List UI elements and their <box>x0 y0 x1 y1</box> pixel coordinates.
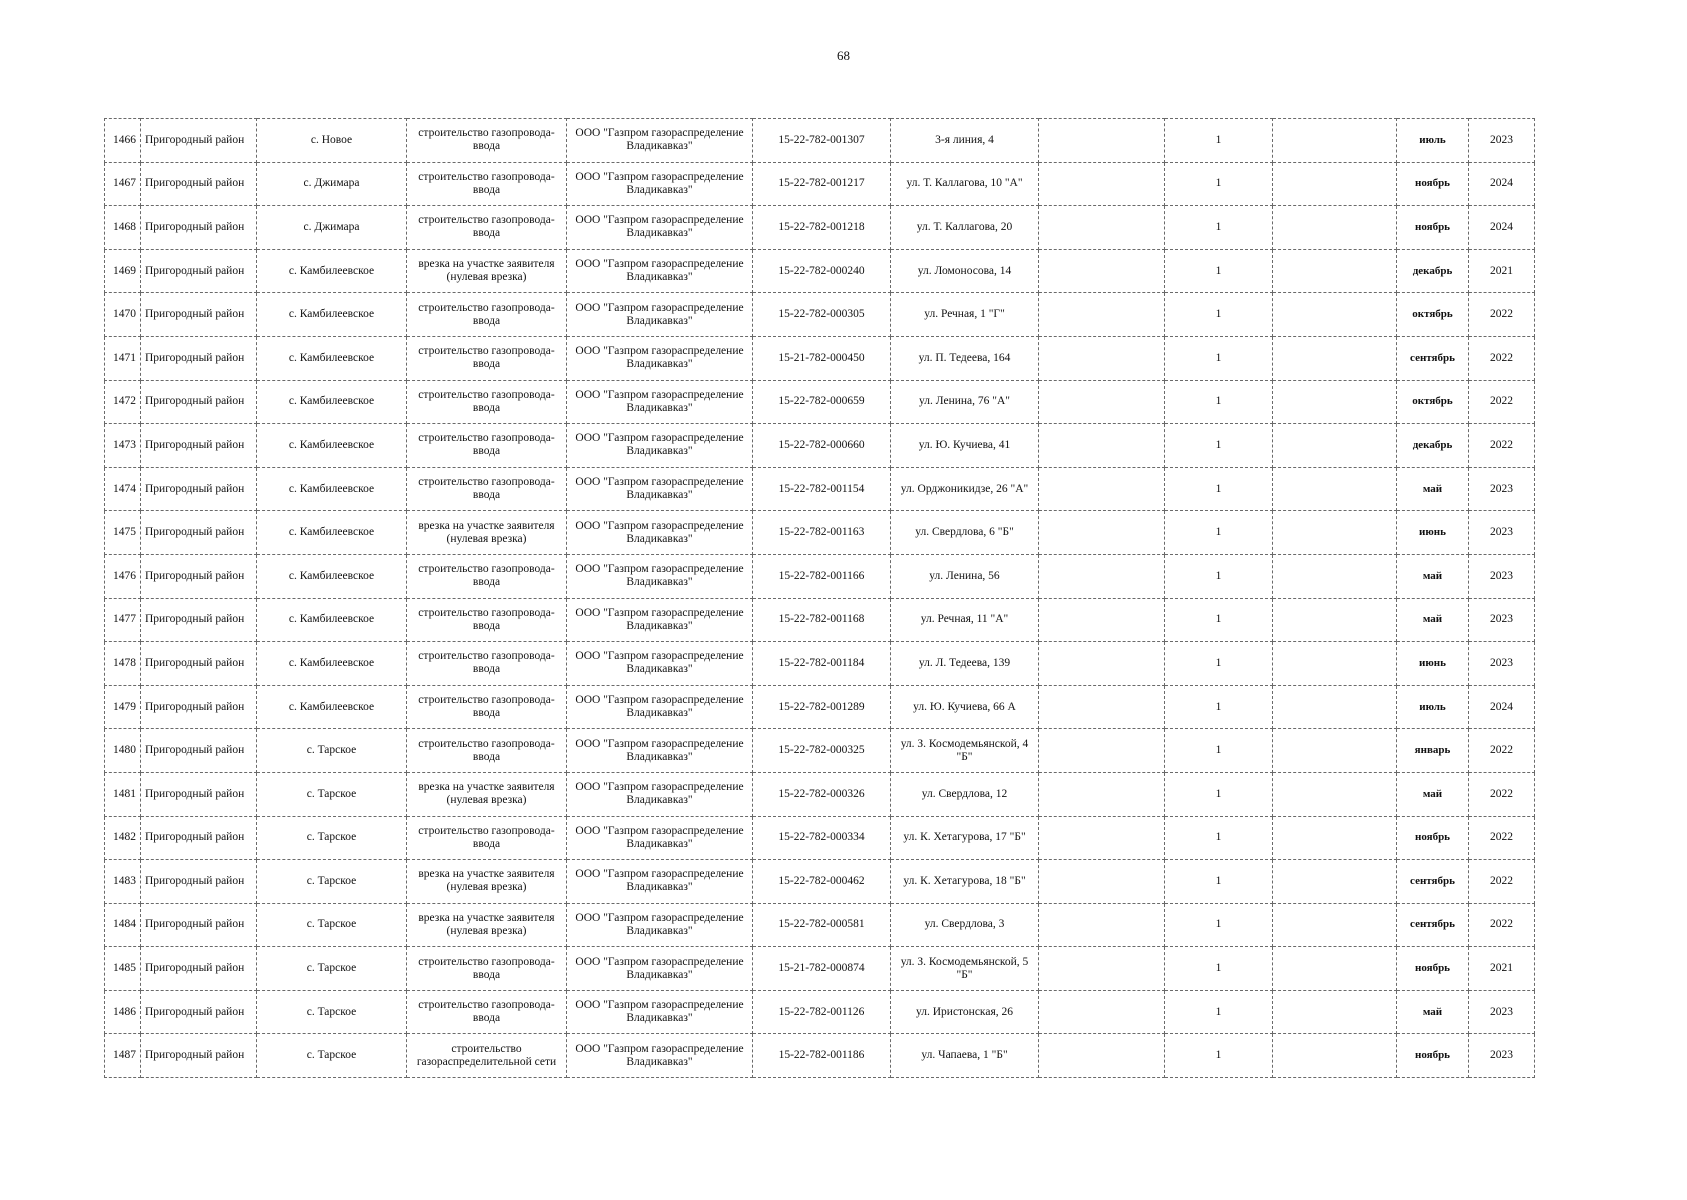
month-cell: июль <box>1397 119 1469 163</box>
application-code-cell: 15-22-782-001218 <box>753 206 891 250</box>
quantity-cell: 1 <box>1165 554 1273 598</box>
month-cell: октябрь <box>1397 380 1469 424</box>
year-cell: 2021 <box>1469 249 1535 293</box>
row-number-cell: 1487 <box>105 1034 141 1078</box>
empty-cell <box>1039 511 1165 555</box>
month-cell: декабрь <box>1397 249 1469 293</box>
organization-cell: ООО "Газпром газораспределение Владикавказ" <box>567 1034 753 1078</box>
year-cell: 2023 <box>1469 554 1535 598</box>
empty-cell <box>1273 380 1397 424</box>
district-cell: Пригородный район <box>141 947 257 991</box>
quantity-cell: 1 <box>1165 947 1273 991</box>
address-cell: ул. З. Космодемьянской, 4 "Б" <box>891 729 1039 773</box>
work-type-cell: врезка на участке заявителя (нулевая врезка) <box>407 511 567 555</box>
district-cell: Пригородный район <box>141 293 257 337</box>
settlement-cell: с. Тарское <box>257 772 407 816</box>
settlement-cell: с. Камбилеевское <box>257 424 407 468</box>
address-cell: ул. Ю. Кучиева, 41 <box>891 424 1039 468</box>
empty-cell <box>1273 162 1397 206</box>
district-cell: Пригородный район <box>141 1034 257 1078</box>
month-cell: октябрь <box>1397 293 1469 337</box>
quantity-cell: 1 <box>1165 685 1273 729</box>
quantity-cell: 1 <box>1165 772 1273 816</box>
month-cell: январь <box>1397 729 1469 773</box>
month-cell: май <box>1397 598 1469 642</box>
organization-cell: ООО "Газпром газораспределение Владикавказ" <box>567 990 753 1034</box>
empty-cell <box>1039 816 1165 860</box>
settlement-cell: с. Джимара <box>257 162 407 206</box>
empty-cell <box>1273 119 1397 163</box>
settlement-cell: с. Камбилеевское <box>257 380 407 424</box>
year-cell: 2022 <box>1469 336 1535 380</box>
quantity-cell: 1 <box>1165 119 1273 163</box>
empty-cell <box>1039 990 1165 1034</box>
quantity-cell: 1 <box>1165 162 1273 206</box>
district-cell: Пригородный район <box>141 990 257 1034</box>
address-cell: ул. Ю. Кучиева, 66 А <box>891 685 1039 729</box>
work-type-cell: строительство газопровода-ввода <box>407 729 567 773</box>
empty-cell <box>1273 642 1397 686</box>
year-cell: 2023 <box>1469 511 1535 555</box>
empty-cell <box>1039 860 1165 904</box>
row-number-cell: 1477 <box>105 598 141 642</box>
address-cell: ул. Л. Тедеева, 139 <box>891 642 1039 686</box>
month-cell: июнь <box>1397 511 1469 555</box>
table-row <box>105 554 1535 598</box>
application-code-cell: 15-22-782-000660 <box>753 424 891 468</box>
application-code-cell: 15-22-782-001166 <box>753 554 891 598</box>
empty-cell <box>1273 249 1397 293</box>
year-cell: 2023 <box>1469 1034 1535 1078</box>
table-row <box>105 424 1535 468</box>
row-number-cell: 1474 <box>105 467 141 511</box>
address-cell: ул. К. Хетагурова, 17 "Б" <box>891 816 1039 860</box>
row-number-cell: 1471 <box>105 336 141 380</box>
empty-cell <box>1039 206 1165 250</box>
settlement-cell: с. Камбилеевское <box>257 467 407 511</box>
empty-cell <box>1039 685 1165 729</box>
application-code-cell: 15-22-782-001126 <box>753 990 891 1034</box>
year-cell: 2022 <box>1469 424 1535 468</box>
month-cell: ноябрь <box>1397 206 1469 250</box>
table-row <box>105 119 1535 163</box>
address-cell: ул. Т. Каллагова, 10 "А" <box>891 162 1039 206</box>
empty-cell <box>1039 598 1165 642</box>
organization-cell: ООО "Газпром газораспределение Владикавказ" <box>567 206 753 250</box>
empty-cell <box>1273 511 1397 555</box>
application-code-cell: 15-22-782-001184 <box>753 642 891 686</box>
address-cell: ул. Чапаева, 1 "Б" <box>891 1034 1039 1078</box>
empty-cell <box>1039 293 1165 337</box>
empty-cell <box>1273 554 1397 598</box>
year-cell: 2022 <box>1469 816 1535 860</box>
district-cell: Пригородный район <box>141 554 257 598</box>
empty-cell <box>1273 424 1397 468</box>
table-row <box>105 947 1535 991</box>
organization-cell: ООО "Газпром газораспределение Владикавказ" <box>567 685 753 729</box>
settlement-cell: с. Камбилеевское <box>257 642 407 686</box>
table-row <box>105 1034 1535 1078</box>
empty-cell <box>1039 467 1165 511</box>
work-type-cell: врезка на участке заявителя (нулевая врезка) <box>407 772 567 816</box>
table-body <box>105 119 1535 1078</box>
application-code-cell: 15-22-782-000581 <box>753 903 891 947</box>
settlement-cell: с. Джимара <box>257 206 407 250</box>
address-cell: ул. Ломоносова, 14 <box>891 249 1039 293</box>
month-cell: май <box>1397 467 1469 511</box>
table-row <box>105 336 1535 380</box>
district-cell: Пригородный район <box>141 642 257 686</box>
quantity-cell: 1 <box>1165 424 1273 468</box>
table-row <box>105 990 1535 1034</box>
district-cell: Пригородный район <box>141 598 257 642</box>
address-cell: ул. К. Хетагурова, 18 "Б" <box>891 860 1039 904</box>
year-cell: 2024 <box>1469 206 1535 250</box>
work-type-cell: строительство газопровода-ввода <box>407 293 567 337</box>
work-type-cell: врезка на участке заявителя (нулевая врезка) <box>407 860 567 904</box>
application-code-cell: 15-21-782-000450 <box>753 336 891 380</box>
organization-cell: ООО "Газпром газораспределение Владикавказ" <box>567 554 753 598</box>
empty-cell <box>1273 772 1397 816</box>
settlement-cell: с. Тарское <box>257 1034 407 1078</box>
year-cell: 2021 <box>1469 947 1535 991</box>
empty-cell <box>1273 816 1397 860</box>
month-cell: сентябрь <box>1397 860 1469 904</box>
application-code-cell: 15-22-782-001168 <box>753 598 891 642</box>
empty-cell <box>1039 903 1165 947</box>
application-code-cell: 15-22-782-001289 <box>753 685 891 729</box>
application-code-cell: 15-22-782-001163 <box>753 511 891 555</box>
organization-cell: ООО "Газпром газораспределение Владикавказ" <box>567 249 753 293</box>
empty-cell <box>1273 947 1397 991</box>
year-cell: 2023 <box>1469 467 1535 511</box>
quantity-cell: 1 <box>1165 598 1273 642</box>
gas-connection-table <box>104 118 1535 1078</box>
month-cell: ноябрь <box>1397 816 1469 860</box>
empty-cell <box>1273 1034 1397 1078</box>
application-code-cell: 15-22-782-001217 <box>753 162 891 206</box>
table-row <box>105 598 1535 642</box>
settlement-cell: с. Тарское <box>257 729 407 773</box>
table-row <box>105 685 1535 729</box>
quantity-cell: 1 <box>1165 729 1273 773</box>
row-number-cell: 1469 <box>105 249 141 293</box>
row-number-cell: 1472 <box>105 380 141 424</box>
settlement-cell: с. Камбилеевское <box>257 511 407 555</box>
row-number-cell: 1478 <box>105 642 141 686</box>
work-type-cell: строительство газораспределительной сети <box>407 1034 567 1078</box>
organization-cell: ООО "Газпром газораспределение Владикавказ" <box>567 772 753 816</box>
empty-cell <box>1273 598 1397 642</box>
empty-cell <box>1039 947 1165 991</box>
empty-cell <box>1273 990 1397 1034</box>
address-cell: ул. Орджоникидзе, 26 "А" <box>891 467 1039 511</box>
empty-cell <box>1039 380 1165 424</box>
work-type-cell: строительство газопровода-ввода <box>407 380 567 424</box>
district-cell: Пригородный район <box>141 729 257 773</box>
empty-cell <box>1039 119 1165 163</box>
empty-cell <box>1273 729 1397 773</box>
organization-cell: ООО "Газпром газораспределение Владикавказ" <box>567 903 753 947</box>
year-cell: 2023 <box>1469 642 1535 686</box>
work-type-cell: строительство газопровода-ввода <box>407 119 567 163</box>
empty-cell <box>1039 554 1165 598</box>
row-number-cell: 1479 <box>105 685 141 729</box>
quantity-cell: 1 <box>1165 511 1273 555</box>
organization-cell: ООО "Газпром газораспределение Владикавказ" <box>567 467 753 511</box>
row-number-cell: 1486 <box>105 990 141 1034</box>
table-row <box>105 903 1535 947</box>
gas-connection-table-container <box>104 118 1534 1078</box>
empty-cell <box>1273 336 1397 380</box>
row-number-cell: 1466 <box>105 119 141 163</box>
work-type-cell: строительство газопровода-ввода <box>407 990 567 1034</box>
row-number-cell: 1467 <box>105 162 141 206</box>
address-cell: ул. Речная, 11 "А" <box>891 598 1039 642</box>
empty-cell <box>1039 729 1165 773</box>
month-cell: сентябрь <box>1397 903 1469 947</box>
year-cell: 2024 <box>1469 162 1535 206</box>
work-type-cell: строительство газопровода-ввода <box>407 947 567 991</box>
organization-cell: ООО "Газпром газораспределение Владикавказ" <box>567 860 753 904</box>
year-cell: 2022 <box>1469 293 1535 337</box>
district-cell: Пригородный район <box>141 206 257 250</box>
row-number-cell: 1483 <box>105 860 141 904</box>
organization-cell: ООО "Газпром газораспределение Владикавказ" <box>567 511 753 555</box>
address-cell: 3-я линия, 4 <box>891 119 1039 163</box>
table-row <box>105 467 1535 511</box>
organization-cell: ООО "Газпром газораспределение Владикавказ" <box>567 729 753 773</box>
application-code-cell: 15-22-782-000462 <box>753 860 891 904</box>
quantity-cell: 1 <box>1165 816 1273 860</box>
row-number-cell: 1480 <box>105 729 141 773</box>
district-cell: Пригородный район <box>141 119 257 163</box>
address-cell: ул. Иристонская, 26 <box>891 990 1039 1034</box>
settlement-cell: с. Камбилеевское <box>257 336 407 380</box>
settlement-cell: с. Тарское <box>257 947 407 991</box>
year-cell: 2022 <box>1469 903 1535 947</box>
organization-cell: ООО "Газпром газораспределение Владикавказ" <box>567 293 753 337</box>
settlement-cell: с. Тарское <box>257 860 407 904</box>
page-number: 68 <box>837 48 850 63</box>
application-code-cell: 15-22-782-000240 <box>753 249 891 293</box>
district-cell: Пригородный район <box>141 903 257 947</box>
empty-cell <box>1273 903 1397 947</box>
year-cell: 2024 <box>1469 685 1535 729</box>
application-code-cell: 15-22-782-000334 <box>753 816 891 860</box>
table-row <box>105 729 1535 773</box>
address-cell: ул. Ленина, 56 <box>891 554 1039 598</box>
address-cell: ул. Ленина, 76 "А" <box>891 380 1039 424</box>
empty-cell <box>1039 336 1165 380</box>
row-number-cell: 1484 <box>105 903 141 947</box>
table-row <box>105 249 1535 293</box>
table-row <box>105 380 1535 424</box>
work-type-cell: строительство газопровода-ввода <box>407 554 567 598</box>
empty-cell <box>1039 424 1165 468</box>
district-cell: Пригородный район <box>141 467 257 511</box>
work-type-cell: строительство газопровода-ввода <box>407 162 567 206</box>
quantity-cell: 1 <box>1165 860 1273 904</box>
table-row <box>105 162 1535 206</box>
row-number-cell: 1482 <box>105 816 141 860</box>
application-code-cell: 15-22-782-000326 <box>753 772 891 816</box>
work-type-cell: строительство газопровода-ввода <box>407 598 567 642</box>
address-cell: ул. З. Космодемьянской, 5 "Б" <box>891 947 1039 991</box>
settlement-cell: с. Тарское <box>257 990 407 1034</box>
row-number-cell: 1473 <box>105 424 141 468</box>
year-cell: 2022 <box>1469 772 1535 816</box>
settlement-cell: с. Тарское <box>257 816 407 860</box>
settlement-cell: с. Камбилеевское <box>257 249 407 293</box>
district-cell: Пригородный район <box>141 162 257 206</box>
settlement-cell: с. Тарское <box>257 903 407 947</box>
settlement-cell: с. Камбилеевское <box>257 685 407 729</box>
quantity-cell: 1 <box>1165 336 1273 380</box>
address-cell: ул. Т. Каллагова, 20 <box>891 206 1039 250</box>
empty-cell <box>1273 206 1397 250</box>
row-number-cell: 1485 <box>105 947 141 991</box>
organization-cell: ООО "Газпром газораспределение Владикавказ" <box>567 380 753 424</box>
row-number-cell: 1468 <box>105 206 141 250</box>
district-cell: Пригородный район <box>141 424 257 468</box>
quantity-cell: 1 <box>1165 642 1273 686</box>
month-cell: ноябрь <box>1397 1034 1469 1078</box>
empty-cell <box>1039 642 1165 686</box>
row-number-cell: 1475 <box>105 511 141 555</box>
organization-cell: ООО "Газпром газораспределение Владикавказ" <box>567 816 753 860</box>
year-cell: 2023 <box>1469 598 1535 642</box>
application-code-cell: 15-22-782-001186 <box>753 1034 891 1078</box>
application-code-cell: 15-22-782-000659 <box>753 380 891 424</box>
work-type-cell: строительство газопровода-ввода <box>407 685 567 729</box>
year-cell: 2022 <box>1469 729 1535 773</box>
month-cell: ноябрь <box>1397 947 1469 991</box>
table-row <box>105 816 1535 860</box>
organization-cell: ООО "Газпром газораспределение Владикавказ" <box>567 642 753 686</box>
table-row <box>105 642 1535 686</box>
month-cell: май <box>1397 772 1469 816</box>
empty-cell <box>1273 293 1397 337</box>
district-cell: Пригородный район <box>141 380 257 424</box>
table-row <box>105 860 1535 904</box>
empty-cell <box>1273 467 1397 511</box>
district-cell: Пригородный район <box>141 511 257 555</box>
settlement-cell: с. Камбилеевское <box>257 293 407 337</box>
quantity-cell: 1 <box>1165 293 1273 337</box>
application-code-cell: 15-22-782-000305 <box>753 293 891 337</box>
district-cell: Пригородный район <box>141 772 257 816</box>
year-cell: 2022 <box>1469 860 1535 904</box>
address-cell: ул. Речная, 1 "Г" <box>891 293 1039 337</box>
month-cell: ноябрь <box>1397 162 1469 206</box>
quantity-cell: 1 <box>1165 467 1273 511</box>
quantity-cell: 1 <box>1165 990 1273 1034</box>
table-row <box>105 206 1535 250</box>
district-cell: Пригородный район <box>141 685 257 729</box>
work-type-cell: строительство газопровода-ввода <box>407 642 567 686</box>
quantity-cell: 1 <box>1165 903 1273 947</box>
district-cell: Пригородный район <box>141 336 257 380</box>
empty-cell <box>1273 860 1397 904</box>
empty-cell <box>1039 772 1165 816</box>
organization-cell: ООО "Газпром газораспределение Владикавказ" <box>567 424 753 468</box>
work-type-cell: строительство газопровода-ввода <box>407 467 567 511</box>
month-cell: июнь <box>1397 642 1469 686</box>
month-cell: июль <box>1397 685 1469 729</box>
table-row <box>105 293 1535 337</box>
application-code-cell: 15-22-782-001154 <box>753 467 891 511</box>
address-cell: ул. Свердлова, 3 <box>891 903 1039 947</box>
quantity-cell: 1 <box>1165 206 1273 250</box>
empty-cell <box>1039 162 1165 206</box>
organization-cell: ООО "Газпром газораспределение Владикавказ" <box>567 119 753 163</box>
work-type-cell: врезка на участке заявителя (нулевая врезка) <box>407 249 567 293</box>
district-cell: Пригородный район <box>141 860 257 904</box>
year-cell: 2023 <box>1469 119 1535 163</box>
district-cell: Пригородный район <box>141 249 257 293</box>
work-type-cell: строительство газопровода-ввода <box>407 336 567 380</box>
empty-cell <box>1039 249 1165 293</box>
table-row <box>105 772 1535 816</box>
quantity-cell: 1 <box>1165 1034 1273 1078</box>
district-cell: Пригородный район <box>141 816 257 860</box>
settlement-cell: с. Камбилеевское <box>257 598 407 642</box>
application-code-cell: 15-22-782-001307 <box>753 119 891 163</box>
month-cell: декабрь <box>1397 424 1469 468</box>
organization-cell: ООО "Газпром газораспределение Владикавказ" <box>567 336 753 380</box>
row-number-cell: 1476 <box>105 554 141 598</box>
work-type-cell: строительство газопровода-ввода <box>407 816 567 860</box>
settlement-cell: с. Новое <box>257 119 407 163</box>
address-cell: ул. Свердлова, 6 "Б" <box>891 511 1039 555</box>
year-cell: 2022 <box>1469 380 1535 424</box>
organization-cell: ООО "Газпром газораспределение Владикавказ" <box>567 598 753 642</box>
empty-cell <box>1273 685 1397 729</box>
quantity-cell: 1 <box>1165 380 1273 424</box>
organization-cell: ООО "Газпром газораспределение Владикавказ" <box>567 947 753 991</box>
month-cell: сентябрь <box>1397 336 1469 380</box>
empty-cell <box>1039 1034 1165 1078</box>
row-number-cell: 1470 <box>105 293 141 337</box>
address-cell: ул. П. Тедеева, 164 <box>891 336 1039 380</box>
month-cell: май <box>1397 990 1469 1034</box>
row-number-cell: 1481 <box>105 772 141 816</box>
address-cell: ул. Свердлова, 12 <box>891 772 1039 816</box>
application-code-cell: 15-22-782-000325 <box>753 729 891 773</box>
work-type-cell: врезка на участке заявителя (нулевая врезка) <box>407 903 567 947</box>
work-type-cell: строительство газопровода-ввода <box>407 206 567 250</box>
year-cell: 2023 <box>1469 990 1535 1034</box>
work-type-cell: строительство газопровода-ввода <box>407 424 567 468</box>
settlement-cell: с. Камбилеевское <box>257 554 407 598</box>
quantity-cell: 1 <box>1165 249 1273 293</box>
organization-cell: ООО "Газпром газораспределение Владикавказ" <box>567 162 753 206</box>
application-code-cell: 15-21-782-000874 <box>753 947 891 991</box>
table-row <box>105 511 1535 555</box>
month-cell: май <box>1397 554 1469 598</box>
